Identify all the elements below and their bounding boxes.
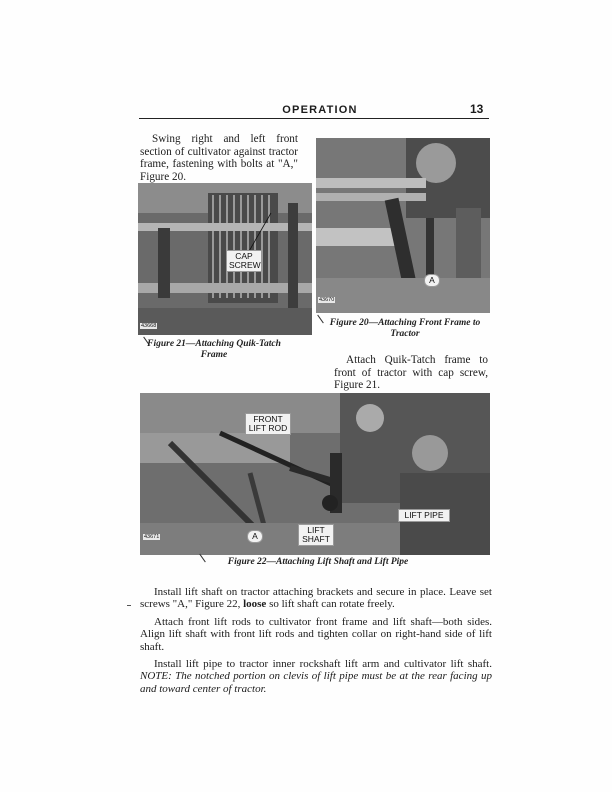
fig22-a-callout: A [247,530,263,543]
fig22-lift-shaft-callout: LIFT SHAFT [298,524,334,546]
side-paragraph: Attach Quik-Tatch frame to front of tractor with cap screw, Figure 21. [334,354,488,392]
fig22-plate-number: 43671 [144,534,160,540]
p1-bold-loose: loose [243,598,267,611]
p3-note: NOTE: The notched portion on clevis of lift pipe must be at the rear facing up and toward center of tractor. [140,670,492,695]
p1-text-post: so lift shaft can rotate freely. [269,598,395,611]
figure-21-photo [138,183,312,335]
section-header: OPERATION [282,104,358,116]
figure-20-photo [316,138,490,313]
fig20-caption: Figure 20—Attaching Front Frame to Tractor [329,318,481,339]
fig22-caption: Figure 22—Attaching Lift Shaft and Lift Pipe [227,557,409,567]
fig21-plate-number: 43668 [141,323,157,329]
p3-text: Install lift pipe to tractor inner rockshaft lift arm and cultivator lift shaft. [154,658,492,671]
fig20-plate-number: 43670 [319,297,335,303]
fig20-a-callout: A [424,274,440,287]
instruction-paragraph-1 [140,586,492,611]
header-rule [139,118,489,119]
fig22-lift-pipe-callout: LIFT PIPE [398,509,450,522]
p1-text-pre: Install lift shaft on tractor attaching brackets and secure in place. Leave set screws "A," Figure 22, [140,586,492,611]
instruction-paragraph-3 [140,658,492,695]
fig21-caption: Figure 21—Attaching Quik-Tatch Frame [147,339,281,360]
page-number: 13 [470,102,484,116]
instruction-paragraph-2: Attach front lift rods to cultivator front frame and lift shaft—both sides. Align lift shaft with front lift rods and tighten collar on right-hand side of lift shaft. [140,615,492,653]
instructions-body [140,586,492,700]
fig21-cap-screw-callout: CAP SCREW [226,250,262,272]
intro-paragraph: Swing right and left front section of cultivator against tractor frame, fastening with bolts at "A," Figure 20. [140,133,298,183]
margin-mark [127,605,131,606]
fig22-front-lift-rod-callout: FRONT LIFT ROD [245,413,291,435]
